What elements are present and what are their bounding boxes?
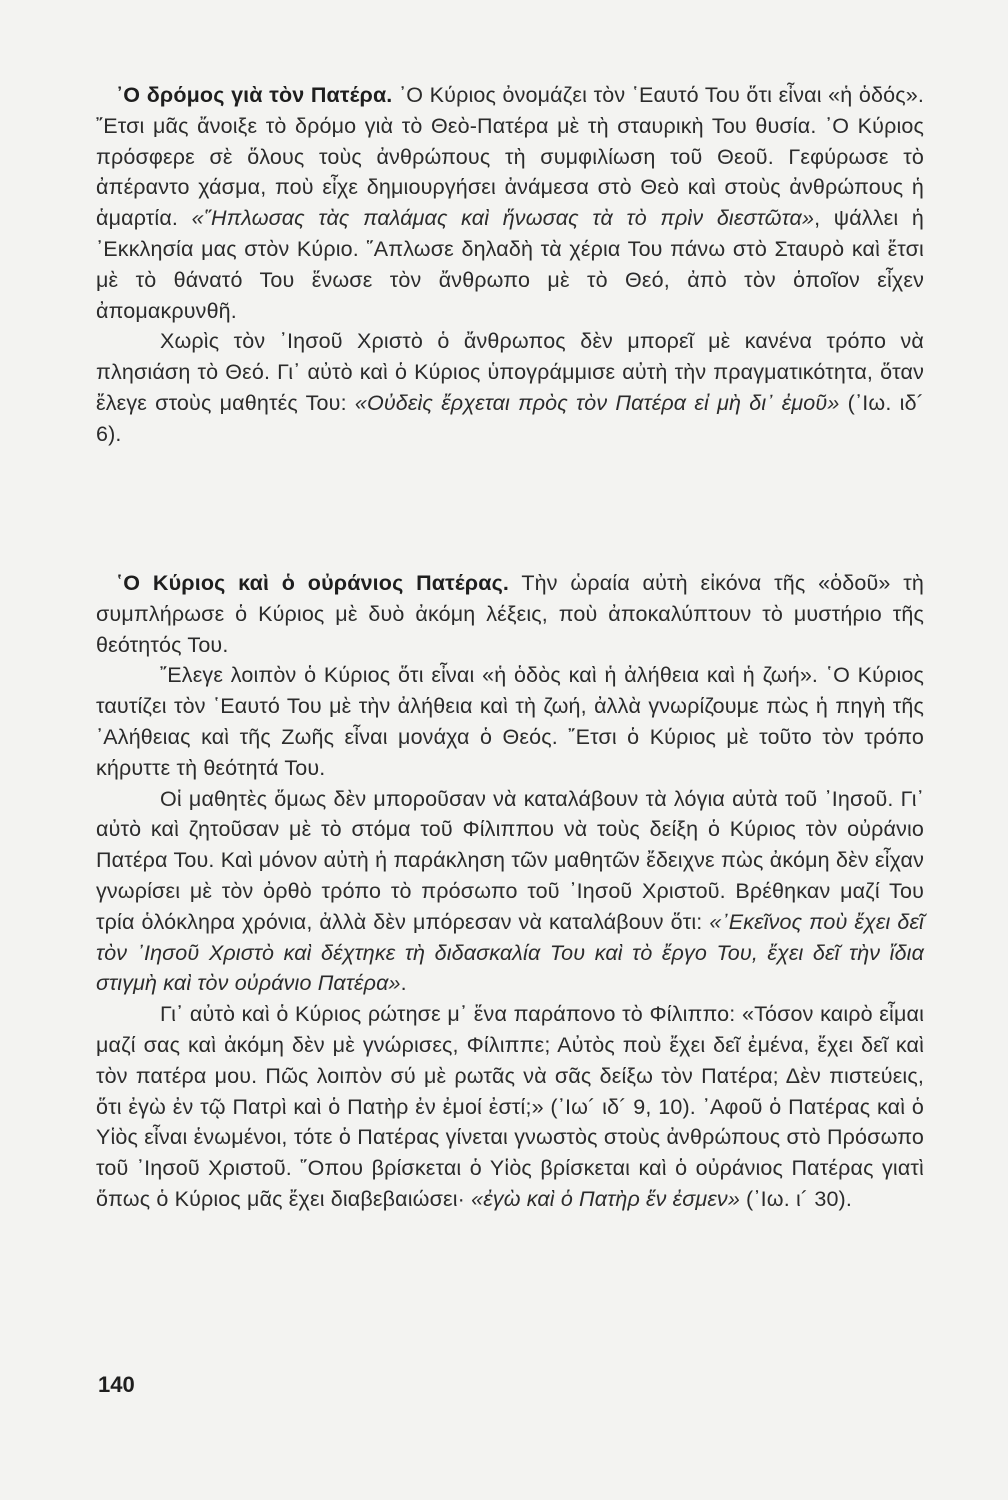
paragraph (96, 568, 924, 660)
paragraph-text: ῎Ελεγε λοιπὸν ὁ Κύριος ὅτι εἶναι «ἡ ὁδὸς καὶ ἡ ἀλήθεια καὶ ἡ ζωή». ῾Ο Κύριος ταυτίζει τὸν ῾Εαυτό Του μὲ τὴν ἀλήθεια καὶ τὴ ζωή, ἀλλὰ γνωρίζουμε πὼς ἡ πηγὴ τῆς ᾿Αλήθειας καὶ τῆς Ζωῆς εἶναι μονάχα ὁ Θεός. ῎Ετσι ὁ Κύριος μὲ τοῦτο τὸν τρόπο κήρυττε τὴ θεότητά Του. (96, 663, 924, 780)
page-number: 140 (98, 1372, 135, 1397)
paragraph-text: ᾿Ο Κύριος ὀνομάζει τὸν ῾Εαυτό Του ὅτι εἶναι «ἡ ὁδός». ῎Ετσι μᾶς ἄνοιξε τὸ δρόμο γιὰ τὸ Θεὸ-Πατέρα μὲ τὴ σταυρικὴ Του θυσία. ᾿Ο Κύριος πρόσφερε σὲ ὅλους τοὺς ἀνθρώπους τὴ συμφιλίωση τοῦ Θεοῦ. Γεφύρωσε τὸ ἀπέραντο χάσμα, ποὺ εἶχε δημιουργήσει ἀνάμεσα στὸ Θεὸ καὶ στοὺς ἀνθρώπους ἡ ἁμαρτία. (96, 83, 924, 231)
paragraph (96, 660, 924, 783)
paragraph (96, 326, 924, 449)
paragraph-text: Τὴν ὡραία αὐτὴ εἰκόνα τῆς «ὁδοῦ» τὴ συμπλήρωσε ὁ Κύριος μὲ δυὸ ἀκόμη λέξεις, ποὺ ἀποκαλύπτουν τὸ μυστήριο τῆς θεότητός Του. (96, 571, 924, 657)
paragraph-text: . (400, 971, 407, 996)
paragraph-text: Χωρὶς τὸν ᾿Ιησοῦ Χριστὸ ὁ ἄνθρωπος δὲν μπορεῖ μὲ κανένα τρόπο νὰ πλησιάση τὸ Θεό. Γι᾿ αὐτὸ καὶ ὁ Κύριος ὑπογράμμισε αὐτὴ τὴν πραγματικότητα, ὅταν ἔλεγε στοὺς μαθητές Του: (96, 329, 924, 415)
section-heading: ᾿Ο δρόμος γιὰ τὸν Πατέρα. (116, 83, 393, 107)
quotation: «᾿Εκεῖνος ποὺ ἔχει δεῖ τὸν ᾿Ιησοῦ Χριστὸ καὶ δέχτηκε τὴ διδασκαλία Του καὶ τὸ ἔργο Του, ἔχει δεῖ τὴν ἴδια στιγμὴ καὶ τὸν οὐράνιο Πατέρα» (96, 909, 924, 996)
section-heading: ῾Ο Κύριος καὶ ὁ οὐράνιος Πατέρας. (116, 571, 510, 595)
quotation: «῞Ηπλωσας τὰς παλάμας καὶ ἥνωσας τὰ τὸ πρὶν διεστῶτα» (191, 206, 815, 231)
paragraph-text: Οἱ μαθητὲς ὅμως δὲν μποροῦσαν νὰ καταλάβουν τὰ λόγια αὐτὰ τοῦ ᾿Ιησοῦ. Γι᾿ αὐτὸ καὶ ζητοῦσαν μὲ τὸ στόμα τοῦ Φίλιππου νὰ τοὺς δείξη ὁ Κύριος τὸν οὐράνιο Πατέρα Του. Καὶ μόνον αὐτὴ ἡ παράκληση τῶν μαθητῶν ἔδειχνε πὼς ἀκόμη δὲν εἶχαν γνωρίσει μὲ τὸν ὀρθὸ τρόπο τὸ πρόσωπο τοῦ ᾿Ιησοῦ Χριστοῦ. Βρέθηκαν μαζί Του τρία ὁλόκληρα χρόνια, ἀλλὰ δὲν μπόρεσαν νὰ καταλάβουν ὅτι: (96, 786, 924, 934)
paragraph-text: Γι᾿ αὐτὸ καὶ ὁ Κύριος ρώτησε μ᾿ ἕνα παράπονο τὸ Φίλιππο: «Τόσον καιρὸ εἶμαι μαζί σας καὶ ἀκόμη δὲν μὲ γνώρισες, Φίλιππε; Αὐτὸς ποὺ ἔχει δεῖ ἐμένα, ἔχει δεῖ καὶ τὸν πατέρα μου. Πῶς λοιπὸν σύ μὲ ρωτᾶς νὰ σᾶς δείξω τὸν Πατέρα; Δὲν πιστεύεις, ὅτι ἐγὼ ἐν τῷ Πατρὶ καὶ ὁ Πατὴρ ἐν ἐμοί ἐστί;» (᾿Ιω´ ιδ´ 9, 10). ᾿Αφοῦ ὁ Πατέρας καὶ ὁ Υἱὸς εἶναι ἑνωμένοι, τότε ὁ Πατέρας γίνεται γνωστὸς στοὺς ἀνθρώπους στὸ Πρόσωπο τοῦ ᾿Ιησοῦ Χριστοῦ. ῞Οπου βρίσκεται ὁ Υἱὸς βρίσκεται καὶ ὁ οὐράνιος Πατέρας γιατὶ ὅπως ὁ Κύριος μᾶς ἔχει διαβεβαιώσει· (96, 1002, 924, 1211)
section-lord-and-heavenly-father (96, 568, 924, 1215)
section-road-to-father (96, 80, 924, 450)
quotation: «ἐγὼ καὶ ὁ Πατὴρ ἕν ἐσμεν» (471, 1186, 740, 1211)
paragraph-text: (᾿Ιω. ι´ 30). (739, 1186, 852, 1211)
paragraph (96, 784, 924, 1000)
paragraph (96, 80, 924, 326)
paragraph (96, 999, 924, 1215)
quotation: «Οὐδεὶς ἔρχεται πρὸς τὸν Πατέρα εἰ μὴ δι᾿ ἐμοῦ» (354, 390, 840, 415)
paragraph-text: , ψάλλει ἡ ᾿Εκκλησία μας στὸν Κύριο. ῞Απλωσε δηλαδὴ τὰ χέρια Του πάνω στὸ Σταυρὸ καὶ ἔτσι μὲ τὸ θάνατό Του ἕνωσε τὸν ἄνθρωπο μὲ τὸ Θεό, ἀπὸ τὸν ὁποῖον εἶχεν ἀπομακρυνθῆ. (96, 206, 925, 323)
paragraph-text: (᾿Ιω. ιδ´ 6). (96, 390, 924, 446)
